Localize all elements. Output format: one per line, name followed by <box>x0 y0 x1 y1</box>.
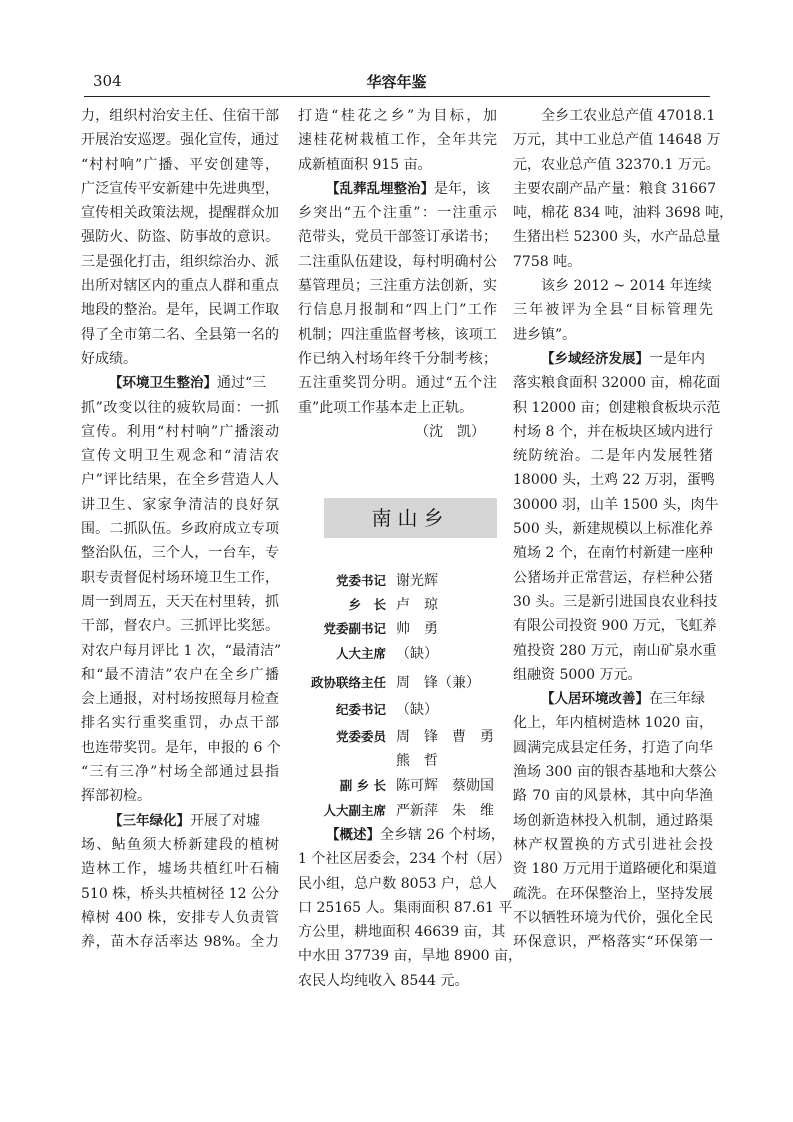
official-name: 周 锋 曹 勇 <box>396 729 494 745</box>
text-line: 生猪出栏 52300 头，水产品总量 <box>513 229 721 246</box>
text-line: 元，农业总产值 32370.1 万元。 <box>513 156 720 173</box>
text-line: 讲卫生、家家争清洁的良好氛 <box>81 496 279 513</box>
text-run: 是年，该 <box>434 180 490 197</box>
text-line: 口 25165 人。集雨面积 87.61 平 <box>298 899 513 916</box>
text-line: 速桂花树栽植工作，全年共完 <box>298 132 497 149</box>
official-name: 卢 琼 <box>396 597 438 613</box>
text-line: 资 180 万元用于道路硬化和渠道 <box>513 861 717 878</box>
official-row <box>300 774 500 798</box>
official-name: 陈可辉 蔡勋国 <box>396 778 494 794</box>
text-line: 造林工作，墟场共植红叶石楠 <box>81 861 279 878</box>
text-line: 该乡 2012 ~ 2014 年连续 <box>541 278 712 295</box>
text-line: 挥部初检。 <box>81 788 151 805</box>
text-line: 18000 头，土鸡 22 万羽，蛋鸭 <box>513 472 715 489</box>
text-line: 地段的整治。是年，民调工作取 <box>81 302 279 319</box>
text-line: 力，组织村治安主任、住宿干部 <box>81 108 279 124</box>
text-line: “村村响”广播、平安创建等， <box>81 156 279 173</box>
text-line: 510 株，桥头共植树径 12 公分 <box>81 885 279 902</box>
text-line: 7758 吨。 <box>513 253 582 270</box>
official-title: 人大主席 <box>335 646 386 661</box>
text-line: 有限公司投资 900 万元，飞虹养 <box>513 618 717 635</box>
section-start <box>81 809 279 833</box>
book-title: 华容年鉴 <box>366 73 427 91</box>
text-line: 疏洗。在环保整治上，坚持发展 <box>513 885 713 902</box>
official-title: 党委书记 <box>335 573 386 588</box>
official-row <box>300 642 500 666</box>
text-line: 环保意识，严格落实“环保第一 <box>513 934 713 951</box>
text-line: 场、鲇鱼须大桥新建段的植树 <box>81 836 279 853</box>
text-line: “三有三净”村场全部通过县指 <box>81 764 279 781</box>
text-line: 机制；四注重监督考核，该项工 <box>298 326 497 343</box>
text-line: 殖投资 280 万元，南山矿泉水重 <box>513 642 717 659</box>
text-line: 开展治安巡逻。强化宣传，通过 <box>81 132 279 149</box>
text-line: 重”此项工作基本走上正轨。 <box>298 399 474 416</box>
heading-living-environment: 【人居环境改善】 <box>541 691 649 708</box>
text-line: 500 头，新建规模以上标准化养 <box>513 521 713 538</box>
text-run: 全乡辖 26 个村场， <box>380 827 505 843</box>
official-row <box>300 799 500 823</box>
text-line: 作已纳入村场年终千分制考核； <box>298 350 497 367</box>
text-line: 渔场 300 亩的银杏基地和大蔡公 <box>513 764 717 781</box>
text-line: 吨，棉花 834 吨，油料 3698 吨， <box>513 205 734 222</box>
text-line: 三年被评为全县“目标管理先 <box>513 302 713 319</box>
section-start <box>298 823 505 847</box>
section-start <box>298 177 497 201</box>
text-line: 墓管理员；三注重方法创新，实 <box>298 278 497 295</box>
text-line: 1 个社区居委会，234 个村（居） <box>298 851 511 868</box>
text-line: 五注重奖罚分明。通过“五个注 <box>298 375 497 392</box>
township-banner <box>324 498 497 538</box>
text-line: 也连带奖罚。是年，申报的 6 个 <box>81 739 281 756</box>
text-line: 组融资 5000 万元。 <box>513 666 642 683</box>
text-line: 整治队伍，三个人，一台车，专 <box>81 545 279 562</box>
text-line: 统防统治。二是年内发展牲猪 <box>513 448 713 465</box>
overview-section <box>298 823 522 993</box>
text-line: 围。二抓队伍。乡政府成立专项 <box>81 521 279 538</box>
text-line: 30000 羽，山羊 1500 头，肉牛 <box>513 496 719 513</box>
text-line: 30 头。三是新引进国良农业科技 <box>513 593 718 610</box>
official-name: 熊 哲 <box>396 753 438 769</box>
text-run: 开展了对墟 <box>190 812 260 829</box>
text-run: 在三年绿 <box>649 691 705 708</box>
section-start <box>513 687 713 711</box>
official-title: 政协联络主任 <box>310 675 386 690</box>
text-line: 圆满完成县定任务，打造了向华 <box>513 739 713 756</box>
text-line: 得了全市第二名、全县第一名的 <box>81 326 279 343</box>
text-line: 公猪场并正常营运，存栏种公猪 <box>513 569 713 586</box>
text-line: 三是强化打击，组织综治办、派 <box>81 253 279 270</box>
text-line: 进乡镇”。 <box>513 326 577 343</box>
text-line: 樟树 400 株，安排专人负责管 <box>81 909 279 926</box>
official-title: 纪委书记 <box>335 702 386 717</box>
text-line: 职专责督促村场环境卫生工作， <box>81 569 279 586</box>
text-run: 通过“三 <box>217 375 267 392</box>
text-line: 路 70 亩的风景林，其中向华渔 <box>513 788 713 805</box>
official-row <box>300 671 500 695</box>
official-name: 谢光辉 <box>396 573 438 589</box>
heading-burial-rectification: 【乱葬乱埋整治】 <box>326 180 434 197</box>
column-2 <box>298 104 497 444</box>
heading-env-sanitation: 【环境卫生整治】 <box>109 375 217 392</box>
text-line: 好成绩。 <box>81 350 137 367</box>
official-title: 党委副书记 <box>323 621 386 636</box>
text-line: 对农户每月评比 1 次，“最清洁” <box>81 642 282 659</box>
text-run: 一是年内 <box>649 350 705 367</box>
official-row <box>300 617 500 641</box>
text-line: 殖场 2 个，在南竹村新建一座种 <box>513 545 713 562</box>
heading-overview: 【概述】 <box>326 827 380 843</box>
official-name: 严新萍 朱 维 <box>396 803 494 819</box>
text-line: 万元，其中工业总产值 14648 万 <box>513 132 721 149</box>
text-line: 出所对辖区内的重点人群和重点 <box>81 278 279 295</box>
text-line: 养，苗木存活率达 98%。全力 <box>81 934 279 951</box>
section-start <box>81 371 279 395</box>
text-line: 场创新造林投入机制，通过路渠 <box>513 812 713 829</box>
official-title: 人大副主席 <box>323 803 386 818</box>
official-name: 周 锋（兼） <box>396 675 480 691</box>
text-line: 和“最不清洁”农户在全乡广播 <box>81 666 279 683</box>
text-line: 主要农副产品产量：粮食 31667 <box>513 180 716 197</box>
text-line: 打造“桂花之乡”为目标，加 <box>298 108 497 124</box>
text-line: 广泛宣传平安新建中先进典型， <box>81 180 279 197</box>
text-line: 村场 8 个，并在板块区域内进行 <box>513 423 713 440</box>
text-line: 积 12000 亩；创建粮食板块示范 <box>513 399 721 416</box>
author-credit: （沈 凯） <box>415 423 485 440</box>
section-start <box>513 347 713 371</box>
official-row <box>300 749 500 773</box>
official-name: （缺） <box>396 646 438 662</box>
heading-economy: 【乡域经济发展】 <box>541 350 649 367</box>
text-line: 农民人均纯收入 8544 元。 <box>298 972 469 989</box>
text-line: 民小组，总户数 8053 户，总人 <box>298 875 497 892</box>
text-line: 落实粮食面积 32000 亩，棉花面 <box>513 375 721 392</box>
text-line: 二注重队伍建设，每村明确村公 <box>298 253 497 270</box>
header-rule <box>84 96 710 97</box>
text-line: 会上通报，对村场按照每月检查 <box>81 691 279 708</box>
text-line: 宣传相关政策法规，提醒群众加 <box>81 205 279 222</box>
text-line: 排名实行重奖重罚，办点干部 <box>81 715 279 732</box>
official-row <box>300 569 500 593</box>
township-title: 南山乡 <box>371 506 450 530</box>
text-line: 林产权置换的方式引进社会投 <box>513 836 713 853</box>
text-line: 乡突出“五个注重”：一注重示 <box>298 205 497 222</box>
column-1 <box>81 104 282 954</box>
official-row <box>300 698 500 722</box>
text-line: 方公里，耕地面积 46639 亩，其 <box>298 924 506 941</box>
official-row <box>300 593 500 617</box>
text-line: 抓”改变以往的疲软局面：一抓 <box>81 399 279 416</box>
text-line: 户”评比结果，在全乡营造人人 <box>81 472 279 489</box>
text-line: 成新植面积 915 亩。 <box>298 156 432 173</box>
text-line: 干部，督农户。三抓评比奖惩。 <box>81 618 279 635</box>
official-title: 党委委员 <box>335 729 386 744</box>
official-row <box>300 725 500 749</box>
page-number: 304 <box>93 72 122 90</box>
text-line: 强防火、防盗、防事故的意识。 <box>81 229 279 246</box>
text-line: 宣传。利用“村村响”广播滚动 <box>81 423 279 440</box>
text-line: 中水田 37739 亩，旱地 8900 亩， <box>298 948 522 965</box>
text-line: 行信息月报制和“四上门”工作 <box>298 302 497 319</box>
text-line: 周一到周五，天天在村里转，抓 <box>81 593 279 610</box>
text-line: 宣传文明卫生观念和“清洁农 <box>81 448 279 465</box>
official-name: 帅 勇 <box>396 621 438 637</box>
text-line: 全乡工农业总产值 47018.1 <box>541 108 716 124</box>
text-line: 化上，年内植树造林 1020 亩， <box>513 715 713 732</box>
official-title: 乡 长 <box>348 597 386 612</box>
official-name: （缺） <box>396 702 438 718</box>
text-line: 范带头，党员干部签订承诺书； <box>298 229 497 246</box>
column-3 <box>513 104 734 954</box>
heading-three-year-greening: 【三年绿化】 <box>109 812 190 829</box>
text-line: 不以牺牲环境为代价，强化全民 <box>513 909 713 926</box>
official-title: 副 乡 长 <box>339 778 386 793</box>
